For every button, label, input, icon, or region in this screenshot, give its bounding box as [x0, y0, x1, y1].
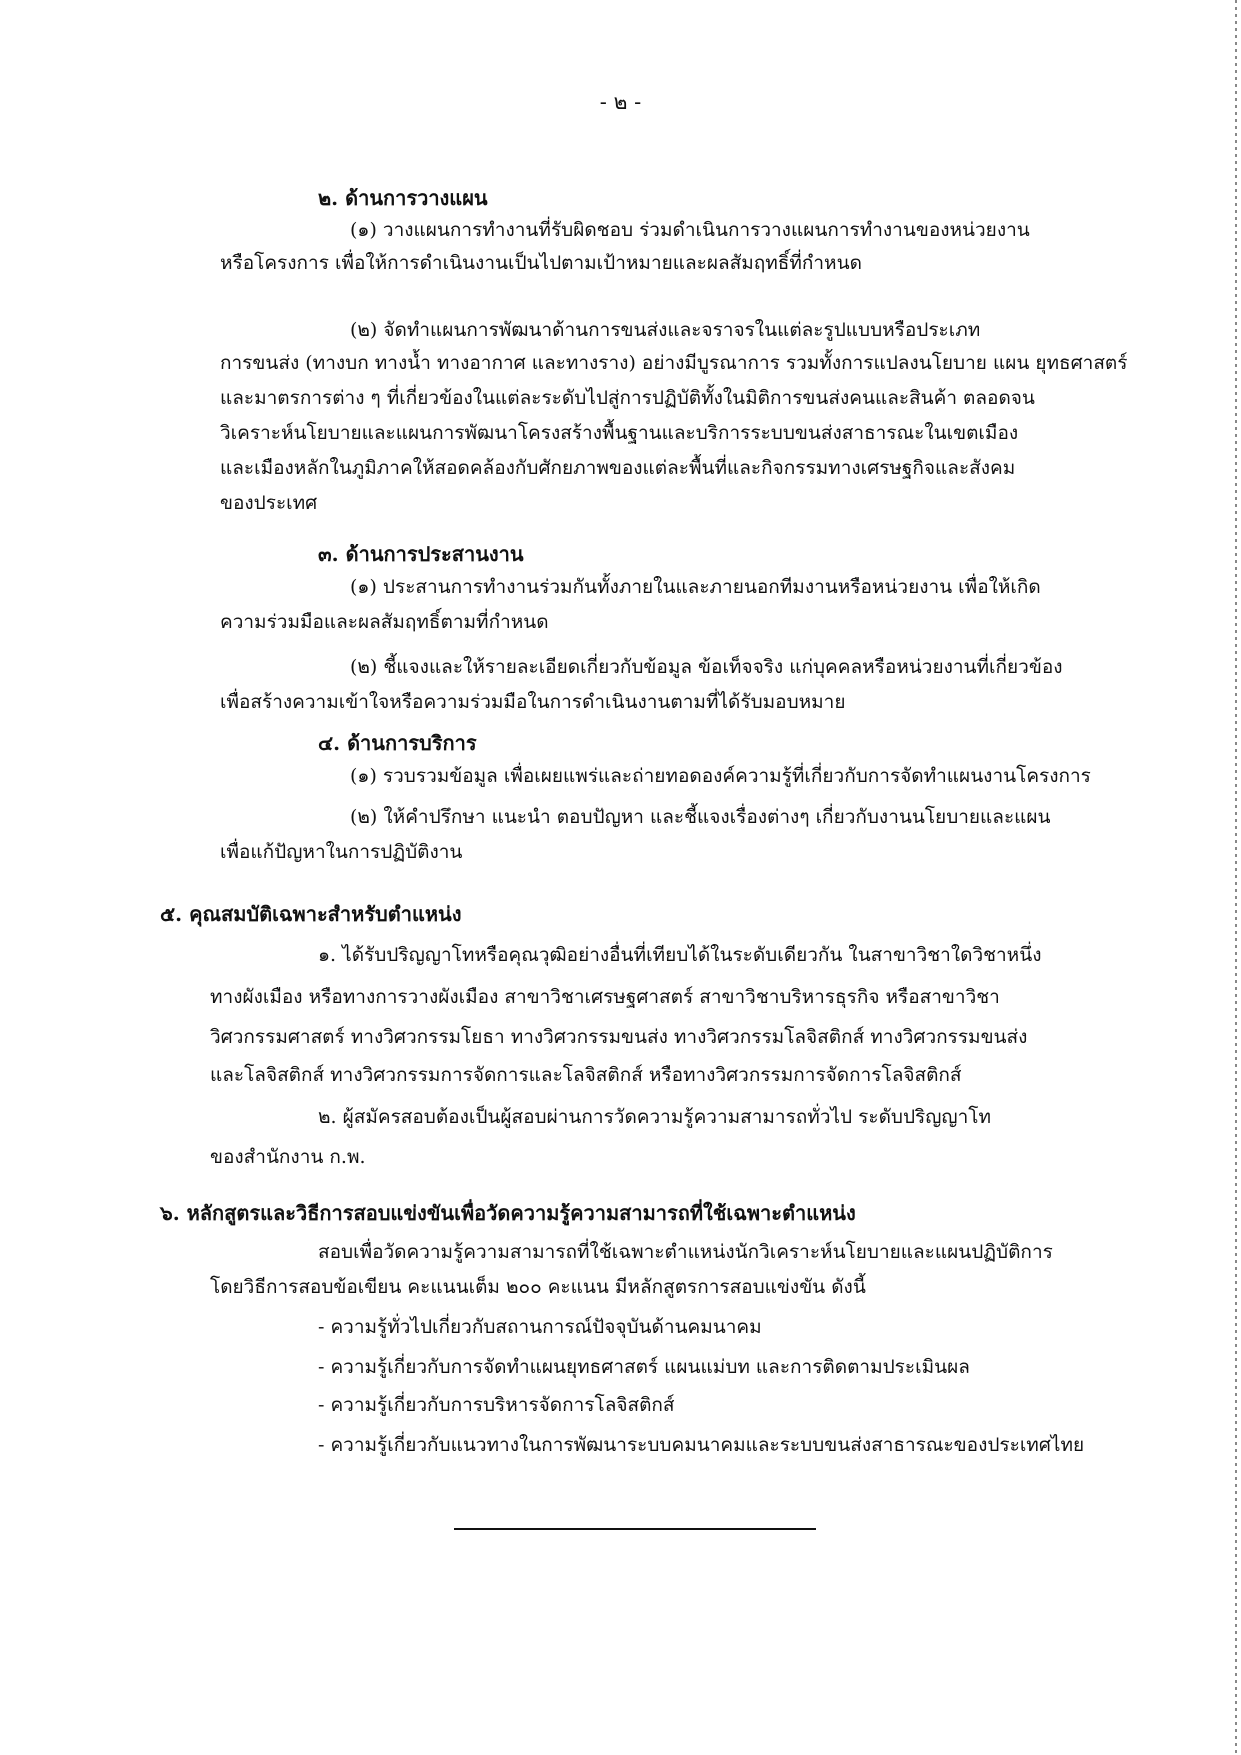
text-line: และโลจิสติกส์ ทางวิศวกรรมการจัดการและโลจิสติกส์ หรือทางวิศวกรรมการจัดการโลจิสติกส์ [210, 1064, 962, 1086]
list-item: - ความรู้ทั่วไปเกี่ยวกับสถานการณ์ปัจจุบันด้านคมนาคม [318, 1316, 762, 1338]
section-heading-service: ๔. ด้านการบริการ [318, 731, 477, 755]
page-number: - ๒ - [599, 90, 642, 114]
text-line: (๑) ประสานการทำงานร่วมกันทั้งภายในและภายนอกทีมงานหรือหน่วยงาน เพื่อให้เกิด [350, 576, 1041, 598]
scan-edge [1235, 0, 1237, 1755]
text-line: สอบเพื่อวัดความรู้ความสามารถที่ใช้เฉพาะตำแหน่งนักวิเคราะห์นโยบายและแผนปฏิบัติการ [318, 1241, 1053, 1263]
text-line: ของประเทศ [220, 492, 318, 514]
text-line: (๑) วางแผนการทำงานที่รับผิดชอบ ร่วมดำเนินการวางแผนการทำงานของหน่วยงาน [350, 219, 1030, 241]
text-line: (๒) ชี้แจงและให้รายละเอียดเกี่ยวกับข้อมูล ข้อเท็จจริง แก่บุคคลหรือหน่วยงานที่เกี่ยวข้อง [350, 656, 1063, 678]
section-heading-qualifications: ๕. คุณสมบัติเฉพาะสำหรับตำแหน่ง [160, 902, 462, 926]
text-line: (๑) รวบรวมข้อมูล เพื่อเผยแพร่และถ่ายทอดองค์ความรู้ที่เกี่ยวกับการจัดทำแผนงานโครงการ [350, 765, 1091, 787]
text-line: ทางผังเมือง หรือทางการวางผังเมือง สาขาวิชาเศรษฐศาสตร์ สาขาวิชาบริหารธุรกิจ หรือสาขาวิชา [210, 986, 1000, 1008]
section-heading-coordination: ๓. ด้านการประสานงาน [318, 542, 524, 566]
text-line: (๒) ให้คำปรึกษา แนะนำ ตอบปัญหา และชี้แจงเรื่องต่างๆ เกี่ยวกับงานนโยบายและแผน [350, 806, 1051, 828]
text-line: ๑. ได้รับปริญญาโทหรือคุณวุฒิอย่างอื่นที่เทียบได้ในระดับเดียวกัน ในสาขาวิชาใดวิชาหนึ่ง [318, 944, 1042, 966]
text-line: เพื่อสร้างความเข้าใจหรือความร่วมมือในการดำเนินงานตามที่ได้รับมอบหมาย [220, 691, 846, 713]
list-item: - ความรู้เกี่ยวกับการจัดทำแผนยุทธศาสตร์ แผนแม่บท และการติดตามประเมินผล [318, 1356, 970, 1378]
list-item: - ความรู้เกี่ยวกับการบริหารจัดการโลจิสติกส์ [318, 1394, 675, 1416]
text-line: หรือโครงการ เพื่อให้การดำเนินงานเป็นไปตามเป้าหมายและผลสัมฤทธิ์ที่กำหนด [220, 252, 862, 274]
text-line: โดยวิธีการสอบข้อเขียน คะแนนเต็ม ๒๐๐ คะแนน มีหลักสูตรการสอบแข่งขัน ดังนี้ [210, 1276, 866, 1298]
section-heading-exam: ๖. หลักสูตรและวิธีการสอบแข่งขันเพื่อวัดความรู้ความสามารถที่ใช้เฉพาะตำแหน่ง [160, 1201, 856, 1225]
text-line: ความร่วมมือและผลสัมฤทธิ์ตามที่กำหนด [220, 611, 549, 633]
text-line: (๒) จัดทำแผนการพัฒนาด้านการขนส่งและจราจรในแต่ละรูปแบบหรือประเภท [350, 319, 981, 341]
text-line: การขนส่ง (ทางบก ทางน้ำ ทางอากาศ และทางราง) อย่างมีบูรณาการ รวมทั้งการแปลงนโยบาย แผน ยุทธศาสตร์ [220, 352, 1128, 374]
end-rule [454, 1528, 816, 1530]
text-line: และเมืองหลักในภูมิภาคให้สอดคล้องกับศักยภาพของแต่ละพื้นที่และกิจกรรมทางเศรษฐกิจและสังคม [220, 457, 1016, 479]
text-line: วิเคราะห์นโยบายและแผนการพัฒนาโครงสร้างพื้นฐานและบริการระบบขนส่งสาธารณะในเขตเมือง [220, 422, 1019, 444]
text-line: ของสำนักงาน ก.พ. [210, 1146, 366, 1168]
text-line: และมาตรการต่าง ๆ ที่เกี่ยวข้องในแต่ละระดับไปสู่การปฏิบัติทั้งในมิติการขนส่งคนและสินค้า ตลอดจน [220, 387, 1035, 409]
text-line: เพื่อแก้ปัญหาในการปฏิบัติงาน [220, 841, 463, 863]
section-heading-planning: ๒. ด้านการวางแผน [318, 186, 488, 210]
text-line: ๒. ผู้สมัครสอบต้องเป็นผู้สอบผ่านการวัดความรู้ความสามารถทั่วไป ระดับปริญญาโท [318, 1106, 992, 1128]
list-item: - ความรู้เกี่ยวกับแนวทางในการพัฒนาระบบคมนาคมและระบบขนส่งสาธารณะของประเทศไทย [318, 1434, 1085, 1456]
text-line: วิศวกรรมศาสตร์ ทางวิศวกรรมโยธา ทางวิศวกรรมขนส่ง ทางวิศวกรรมโลจิสติกส์ ทางวิศวกรรมขนส่ง [210, 1026, 1028, 1048]
